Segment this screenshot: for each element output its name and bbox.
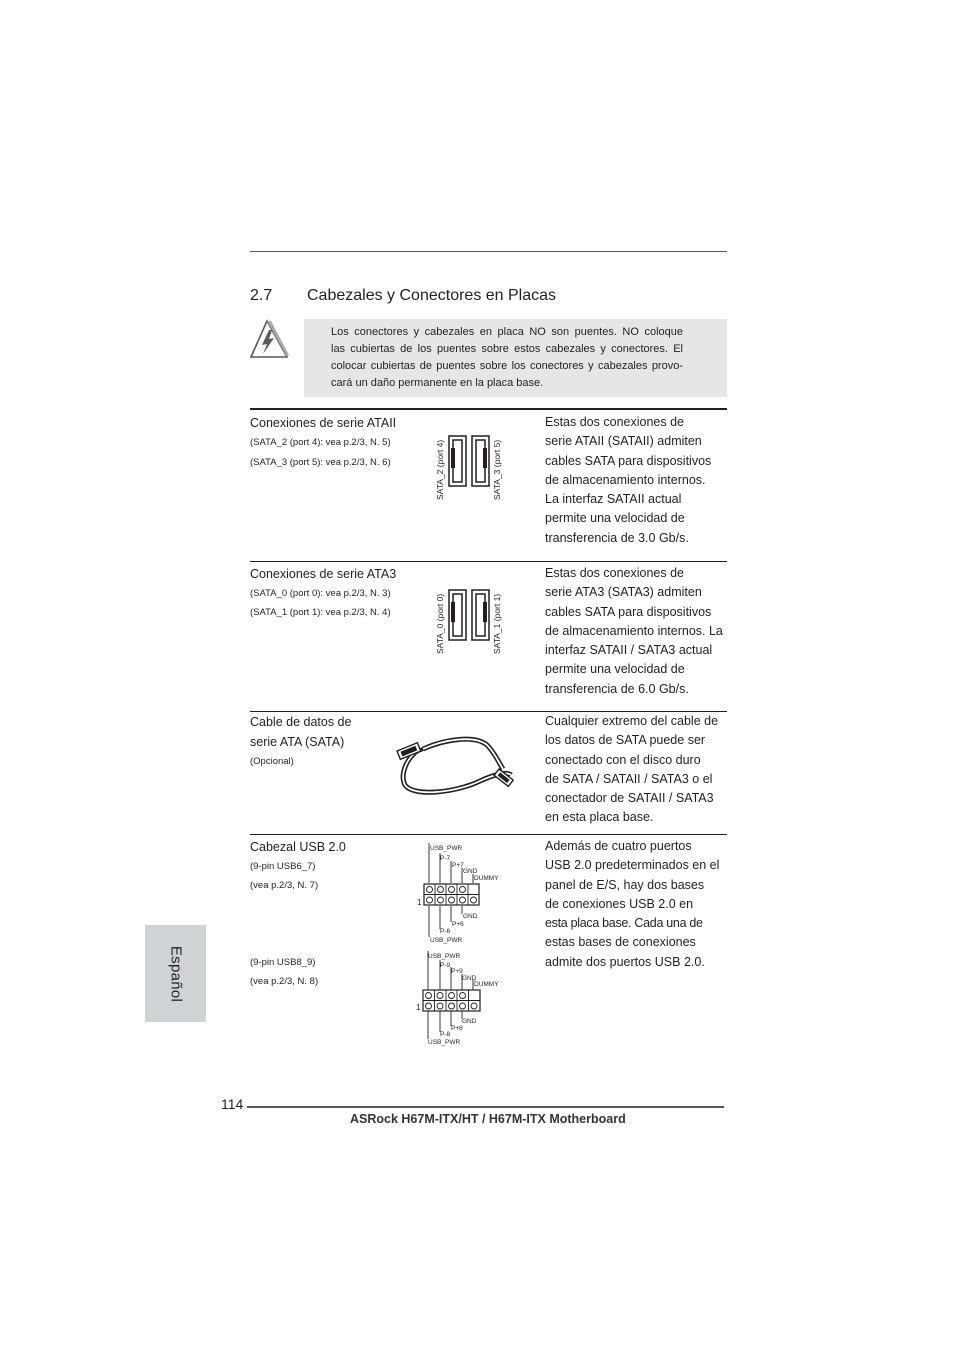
cable-sub: (Opcional) (250, 756, 294, 767)
svg-text:P+7: P+7 (452, 862, 464, 869)
cable-title-2: serie ATA (SATA) (250, 735, 345, 749)
sata2-title: Conexiones de serie ATAII (250, 416, 397, 430)
usb-description: Además de cuatro puertos USB 2.0 predeterminados en el panel de E/S, hay dos bases de conexiones USB 2.0 en esta placa base. Cada una de estas bases de conexiones admite dos puertos USB 2.0. (545, 839, 720, 969)
sata3-sub-1: (SATA_0 (port 0): vea p.2/3, N. 3) (250, 588, 391, 599)
sata3-description: Estas dos conexiones de serie ATA3 (SATA3) admiten cables SATA para dispositivos de almacenamiento internos. La interfaz SATAII / SATA3 actual permite una velocidad de transferencia de 6.0 Gb/s. (545, 566, 723, 696)
sata2-connector-diagram (432, 428, 507, 511)
svg-text:1: 1 (417, 898, 422, 907)
svg-text:1: 1 (416, 1003, 421, 1012)
svg-text:GND: GND (463, 868, 478, 875)
sata3-connector-diagram (432, 580, 507, 663)
warning-triangle-icon (247, 318, 291, 365)
warning-line: cará un daño permanente en la placa base. (331, 377, 544, 389)
svg-text:P+8: P+8 (451, 1025, 463, 1032)
svg-text:P+9: P+9 (451, 968, 463, 975)
svg-text:P-6: P-6 (440, 928, 451, 935)
language-side-tab-label: Español (167, 945, 184, 1002)
page-number: 114 (221, 1096, 244, 1112)
sata3-title: Conexiones de serie ATA3 (250, 567, 397, 581)
svg-text:DUMMY: DUMMY (474, 875, 499, 882)
svg-text:DUMMY: DUMMY (474, 981, 499, 988)
usb-title: Cabezal USB 2.0 (250, 840, 346, 854)
svg-text:USB_PWR: USB_PWR (428, 1039, 461, 1046)
usb-header2-pinout-diagram (413, 948, 505, 1053)
sata3-sub-2: (SATA_1 (port 1): vea p.2/3, N. 4) (250, 607, 391, 618)
usb-header2-sub-1: (9-pin USB8_9) (250, 957, 316, 968)
footer-divider (247, 1106, 724, 1108)
footer-product-name: ASRock H67M-ITX/HT / H67M-ITX Motherboard (350, 1112, 626, 1126)
sata3-port-label-1: SATA_0 (port 0) (435, 593, 445, 654)
sata2-port-label-2: SATA_3 (port 5) (492, 439, 502, 500)
warning-text (331, 324, 683, 392)
section-number: 2.7 (250, 287, 273, 304)
cable-description: Cualquier extremo del cable de los datos de SATA puede ser conectado con el disco duro de SATA / SATAII / SATA3 o el conectador de SATAII / SATA3 en esta placa base. (545, 714, 719, 825)
warning-line: Los conectores y cabezales en placa NO son puentes. NO coloque (331, 326, 683, 338)
warning-line: colocar cubiertas de puentes sobre los conectores y cabezales provo- (331, 360, 683, 372)
svg-text:USB_PWR: USB_PWR (428, 953, 461, 960)
sata3-port-label-2: SATA_1 (port 1) (492, 593, 502, 654)
sata2-description: Estas dos conexiones de serie ATAII (SATAII) admiten cables SATA para dispositivos de almacenamiento internos. La interfaz SATAII actual permite una velocidad de transferencia de 3.0 Gb/s. (545, 415, 712, 545)
usb-header1-sub-1: (9-pin USB6_7) (250, 861, 316, 872)
svg-text:GND: GND (462, 1018, 477, 1025)
svg-text:P-9: P-9 (440, 962, 451, 969)
svg-text:USB_PWR: USB_PWR (430, 845, 463, 852)
svg-text:GND: GND (462, 975, 477, 982)
language-side-tab (145, 925, 206, 1022)
sata2-port-label-1: SATA_2 (port 4) (435, 439, 445, 500)
usb-header2-sub-2: (vea p.2/3, N. 8) (250, 976, 319, 987)
warning-line: las cubiertas de los puentes sobre estos cabezales y conectores. El (331, 343, 683, 355)
row-divider (250, 408, 727, 410)
sata2-sub-1: (SATA_2 (port 4): vea p.2/3, N. 5) (250, 437, 391, 448)
svg-text:USB_PWR: USB_PWR (430, 937, 463, 944)
section-title: Cabezales y Conectores en Placas (307, 287, 557, 304)
usb-header1-sub-2: (vea p.2/3, N. 7) (250, 880, 319, 891)
svg-text:P+6: P+6 (452, 921, 464, 928)
svg-text:P-8: P-8 (440, 1031, 451, 1038)
sata-cable-illustration (395, 735, 523, 802)
svg-text:GND: GND (463, 913, 478, 920)
usb-header1-pinout-diagram (415, 840, 505, 951)
top-divider (250, 251, 727, 252)
sata2-sub-2: (SATA_3 (port 5): vea p.2/3, N. 6) (250, 457, 391, 468)
svg-text:P-7: P-7 (440, 855, 451, 862)
row-divider (250, 561, 727, 562)
cable-title-1: Cable de datos de (250, 715, 352, 729)
row-divider (250, 834, 727, 835)
